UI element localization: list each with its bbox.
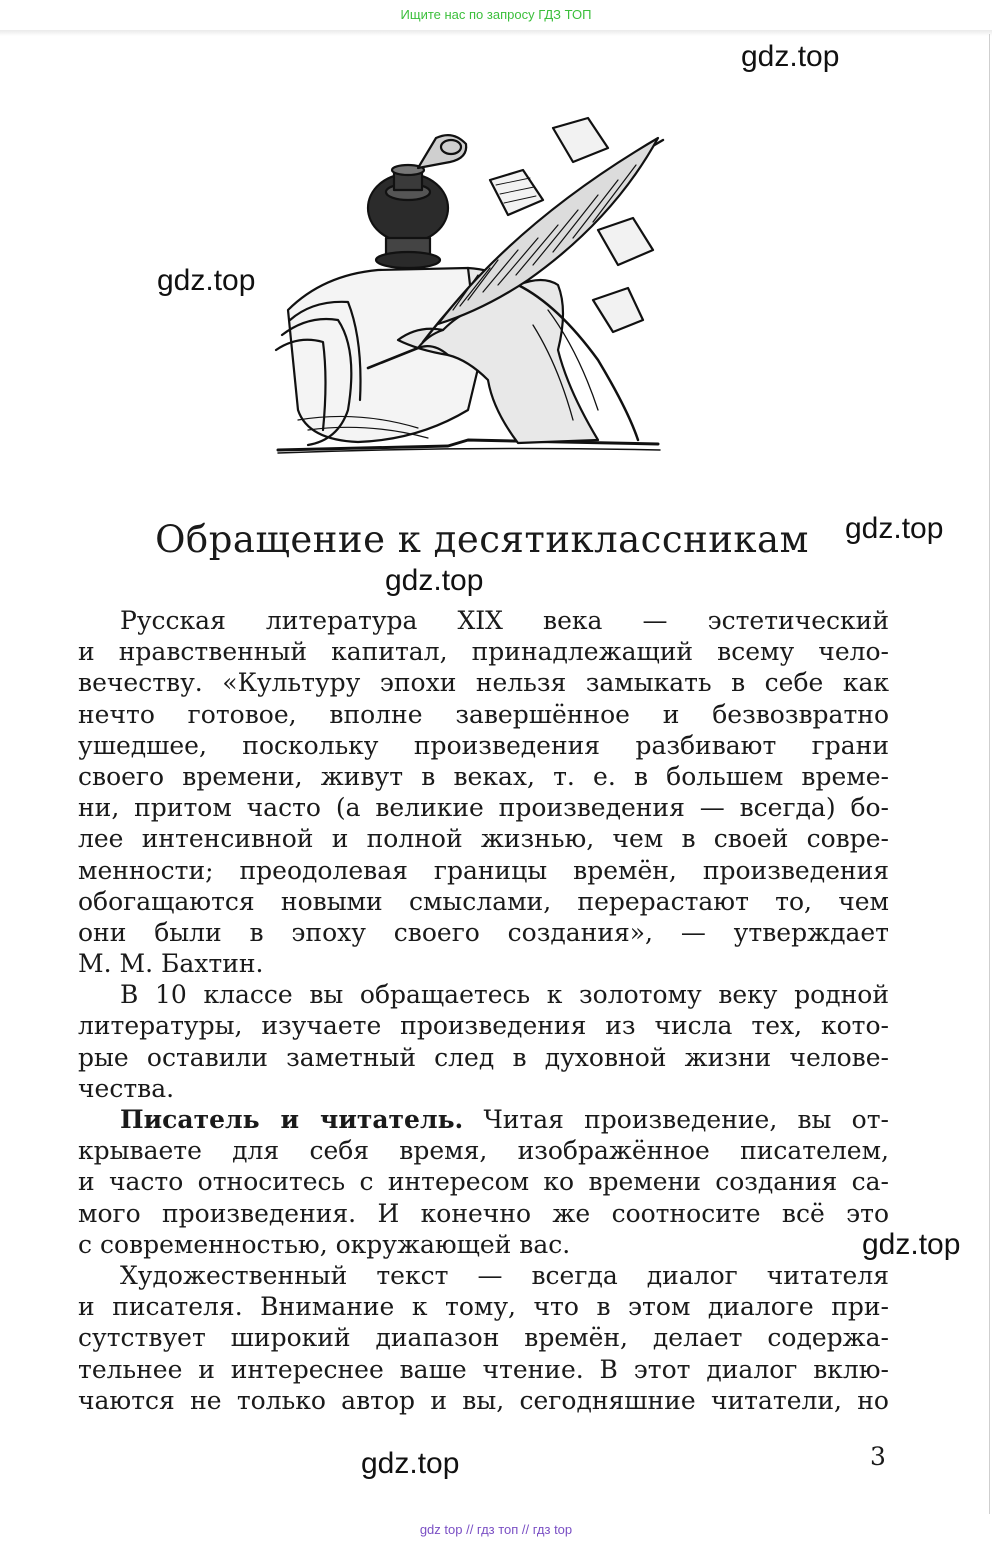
text-line: и нравственный капитал, принадлежащий всему чело-	[78, 637, 889, 667]
top-search-banner[interactable]: Ищите нас по запросу ГДЗ ТОП	[0, 0, 992, 32]
watermark: gdz.top	[741, 40, 840, 73]
text-line: чества.	[78, 1073, 175, 1103]
watermark: gdz.top	[361, 1447, 460, 1480]
text-line: обогащаются новыми смыслами, перерастают то, чем	[78, 886, 889, 916]
text-line: ни, притом часто (а великие произведения — всегда) бо-	[78, 793, 889, 823]
text-line: сутствует широкий диапазон времён, делает содержа-	[78, 1323, 889, 1353]
text-line: с современностью, окружающей вас.	[78, 1229, 571, 1259]
text-line: они были в эпоху своего создания», — утверждает	[78, 917, 889, 947]
text-line: и писателя. Внимание к тому, что в этом диалоге при-	[78, 1292, 889, 1322]
text-line: ушедшее, поскольку произведения разбивают грани	[78, 730, 889, 760]
banner-shadow	[0, 30, 992, 36]
watermark: gdz.top	[862, 1228, 961, 1261]
text-line: своего времени, живут в веках, т. е. в большем време-	[78, 761, 889, 791]
quill-and-inkwell-illustration	[268, 110, 668, 460]
text-line: нечто готовое, вполне завершённое и безвозвратно	[78, 699, 889, 729]
text-line: вечеству. «Культуру эпохи нельзя замыкать в себе как	[78, 668, 889, 698]
text-fragment: Читая произведение, вы от-	[463, 1105, 889, 1134]
text-line: Русская литература XIX века — эстетический	[120, 606, 889, 635]
page-title: Обращение к десятиклассникам	[155, 518, 809, 561]
watermark: gdz.top	[385, 564, 484, 597]
text-line	[78, 1104, 889, 1135]
body-text	[78, 605, 889, 1416]
text-line: литературы, изучаете произведения из числа тех, кото-	[78, 1011, 889, 1041]
text-line: менности; преодолевая границы времён, произведения	[78, 855, 889, 885]
section-heading: Писатель и читатель.	[120, 1105, 464, 1134]
text-line: мого произведения. И конечно же соотносите всё это	[78, 1198, 889, 1228]
text-line: чаются не только автор и вы, сегодняшние читатели, но	[78, 1385, 889, 1415]
text-line: Художественный текст — всегда диалог читателя	[120, 1260, 889, 1290]
page-edge-line	[989, 34, 990, 1514]
text-line: и часто относитесь с интересом ко времени создания са-	[78, 1167, 889, 1197]
watermark: gdz.top	[157, 264, 256, 297]
text-line: В 10 классе вы обращаетесь к золотому веку родной	[120, 980, 889, 1010]
text-line: лее интенсивной и полной жизнью, чем в своей совре-	[78, 824, 889, 854]
text-line: крываете для себя время, изображённое писателем,	[78, 1136, 889, 1166]
text-line: рые оставили заметный след в духовной жизни челове-	[78, 1042, 889, 1072]
watermark: gdz.top	[845, 512, 944, 545]
footer-links[interactable]: gdz top // гдз топ // гдз top	[419, 1522, 573, 1537]
text-line: тельнее и интереснее ваше чтение. В этот диалог вклю-	[78, 1354, 889, 1384]
page-number: 3	[870, 1442, 886, 1471]
text-line: М. М. Бахтин.	[78, 949, 264, 979]
